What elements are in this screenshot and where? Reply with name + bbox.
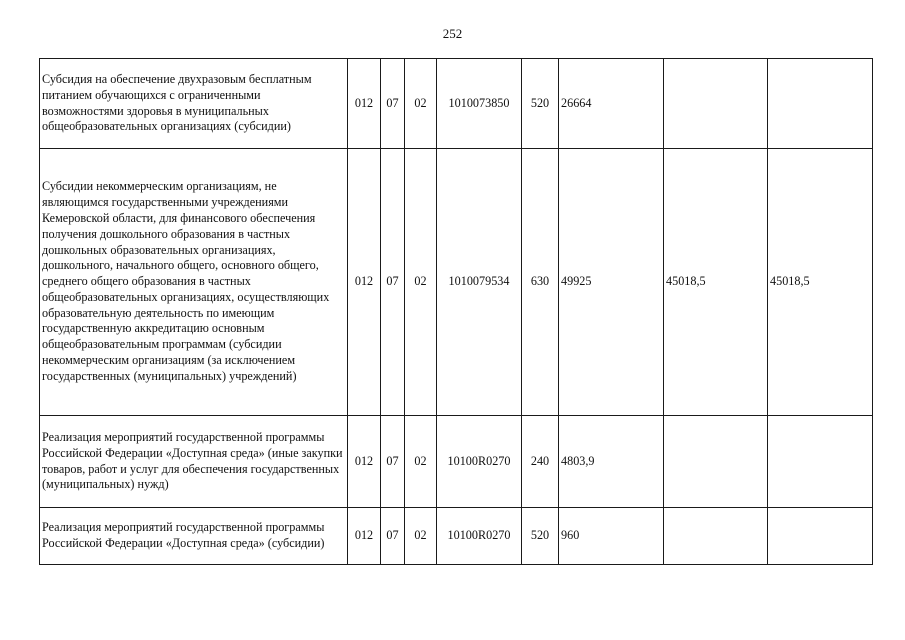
amount-year-1: 49925: [559, 149, 664, 416]
table-row: [40, 508, 873, 565]
amount-year-3: [768, 508, 873, 565]
row-description: Реализация мероприятий государственной программы Российской Федерации «Доступная среда» (субсидии): [40, 508, 348, 565]
ministry-code: 012: [348, 508, 381, 565]
row-description: Субсидии некоммерческим организациям, не являющимся государственными учреждениями Кемеровской области, для финансового обеспечения получения дошкольного образования в частных дошкольных образовательных организациях, дошкольного, начального общего, основного общего, среднего общего образования в частных общеобразовательных организациях, осуществляющих образовательную деятельность по имеющим государственную аккредитацию основным общеобразовательным программам (субсидии некоммерческим организациям (за исключением государственных (муниципальных) учреждений): [40, 149, 348, 416]
amount-year-1: 960: [559, 508, 664, 565]
subsection-code: 02: [405, 59, 437, 149]
expense-type-code: 240: [522, 416, 559, 508]
amount-year-1: 26664: [559, 59, 664, 149]
amount-year-3: [768, 416, 873, 508]
amount-year-2: 45018,5: [664, 149, 768, 416]
ministry-code: 012: [348, 149, 381, 416]
subsection-code: 02: [405, 508, 437, 565]
target-article-code: 1010079534: [437, 149, 522, 416]
subsection-code: 02: [405, 149, 437, 416]
section-code: 07: [381, 149, 405, 416]
amount-year-3: 45018,5: [768, 149, 873, 416]
amount-year-2: [664, 508, 768, 565]
page-number: 252: [442, 26, 463, 41]
table-row: [40, 59, 873, 149]
amount-year-1: 4803,9: [559, 416, 664, 508]
amount-year-2: [664, 416, 768, 508]
row-description: Субсидия на обеспечение двухразовым бесплатным питанием обучающихся с ограниченными возможностями здоровья в муниципальных общеобразовательных организациях (субсидии): [40, 59, 348, 149]
expense-type-code: 520: [522, 59, 559, 149]
section-code: 07: [381, 59, 405, 149]
section-code: 07: [381, 416, 405, 508]
row-description: Реализация мероприятий государственной программы Российской Федерации «Доступная среда» (иные закупки товаров, работ и услуг для обеспечения государственных (муниципальных) нужд): [40, 416, 348, 508]
budget-table: [39, 58, 873, 565]
expense-type-code: 520: [522, 508, 559, 565]
subsection-code: 02: [405, 416, 437, 508]
section-code: 07: [381, 508, 405, 565]
table-row: [40, 416, 873, 508]
target-article-code: 10100R0270: [437, 416, 522, 508]
target-article-code: 1010073850: [437, 59, 522, 149]
expense-type-code: 630: [522, 149, 559, 416]
ministry-code: 012: [348, 416, 381, 508]
target-article-code: 10100R0270: [437, 508, 522, 565]
ministry-code: 012: [348, 59, 381, 149]
amount-year-3: [768, 59, 873, 149]
table-row: [40, 149, 873, 416]
amount-year-2: [664, 59, 768, 149]
